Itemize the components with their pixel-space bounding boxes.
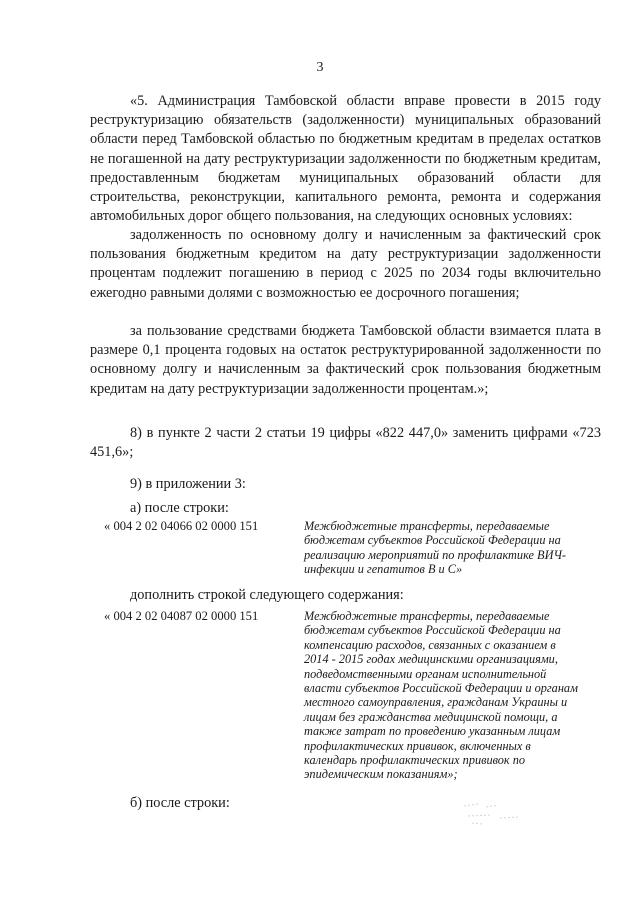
row2-description: Межбюджетные трансферты, передаваемые бюджетам субъектов Российской Федерации на компенсацию расходов, связанных с оказанием в 2014 - 2015 годах медицинскими организациями, подведомственными органам исполнительной власти субъектов Российской Федерации и органам местного самоуправления, гражданам Украины и лицам без гражданства медицинской помощи, а также затрат по проведению указанным лицам профилактических прививок, включенных в календарь профилактических прививок по эпидемическим показаниям»; — [304, 609, 578, 782]
subitem-b: б) после строки: — [130, 795, 230, 811]
paragraph-item-9: 9) в приложении 3: — [130, 476, 246, 492]
paragraph-item-8: 8) в пункте 2 части 2 статьи 19 цифры «822 447,0» заменить цифрами «723 451,6»; — [90, 425, 601, 461]
row1-description: Межбюджетные трансферты, передаваемые бюджетам субъектов Российской Федерации на реализацию мероприятий по профилактике ВИЧ-инфекции и гепатитов В и С» — [304, 519, 567, 577]
row2-code: « 004 2 02 04087 02 0000 151 — [104, 609, 259, 623]
page-number: 3 — [316, 60, 324, 75]
paragraph-debt-repayment: задолженность по основному долгу и начисленным за фактический срок пользования бюджетным кредитом на дату реструктуризации задолженности процентам подлежит погашению в период с 2025 по 2034 годы включительно ежегодно равными долями с возможностью ее досрочного погашения; — [90, 227, 601, 301]
subitem-a: а) после строки: — [130, 500, 229, 516]
faint-stamp-mark — [458, 798, 528, 828]
row1-code: « 004 2 02 04066 02 0000 151 — [104, 519, 259, 533]
paragraph-item-5: «5. Администрация Тамбовской области вправе провести в 2015 году реструктуризацию обязательств (задолженности) муниципальных образований области перед Тамбовской областью по бюджетным кредитам в пределах остатков не погашенной на дату реструктуризации задолженности по бюджетным кредитам, предоставленным бюджетам муниципальных образований области для строительства, реконструкции, капитального ремонта, ремонта и содержания автомобильных дорог общего пользования, на следующих основных условиях: — [90, 93, 601, 225]
paragraph-fee: за пользование средствами бюджета Тамбовской области взимается плата в размере 0,1 процента годовых на остаток реструктурированной задолженности по основному долгу и начисленным за фактический срок пользования бюджетным кредитам на дату реструктуризации задолженности процентам.»; — [90, 323, 601, 397]
add-row-instruction: дополнить строкой следующего содержания: — [130, 587, 404, 603]
